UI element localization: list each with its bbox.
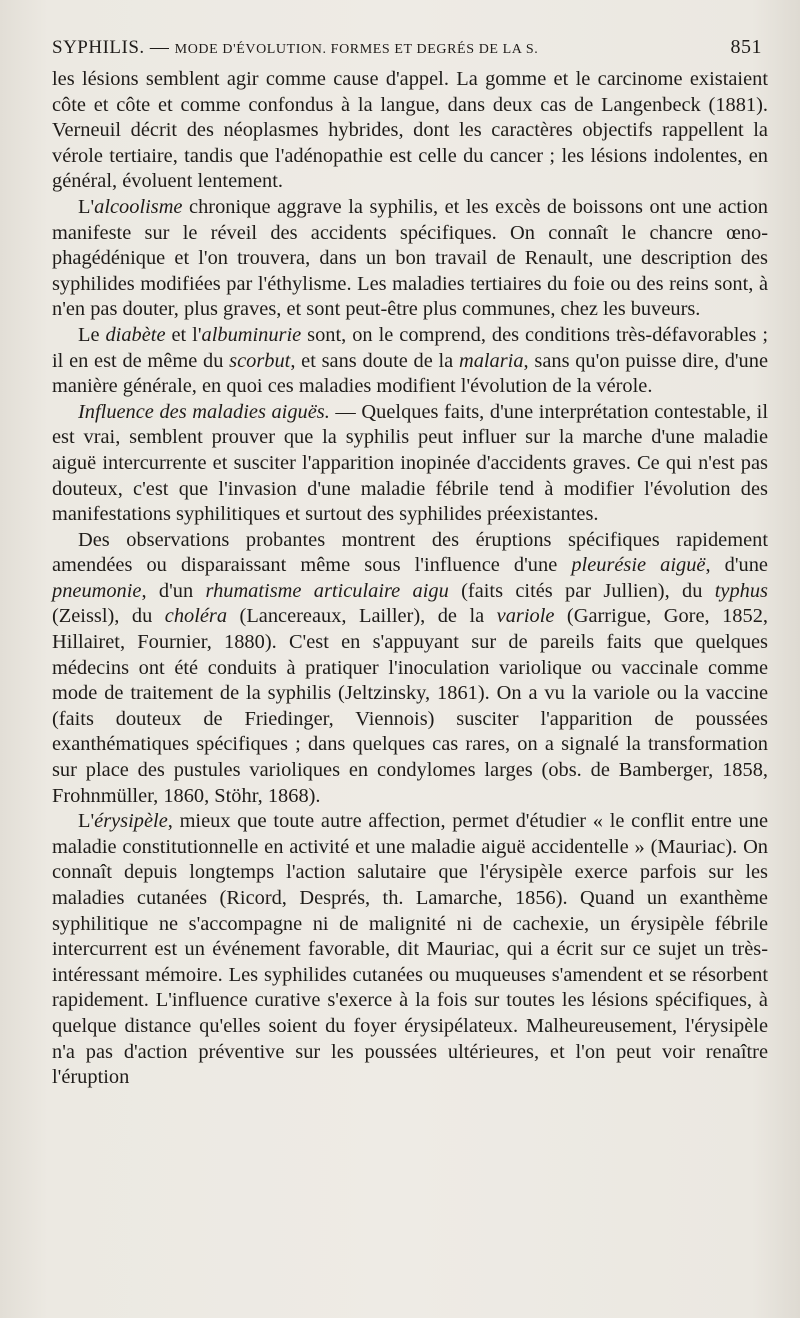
text-run: L'	[78, 195, 95, 218]
body-text	[52, 67, 768, 1091]
text-run: , d'un	[141, 579, 206, 602]
text-run: et l'	[165, 323, 202, 346]
italic-term: pleurésie aiguë	[571, 554, 706, 577]
running-title-sub: MODE D'ÉVOLUTION. FORMES ET DEGRÉS DE LA S.	[174, 42, 539, 57]
italic-term: scorbut	[229, 349, 291, 372]
text-run: Le	[78, 323, 106, 346]
paragraph	[52, 528, 768, 810]
italic-term: typhus	[714, 579, 768, 602]
text-run: , mieux que toute autre affection, permet d'étudier « le conflit entre une maladie constitutionnelle en activité et une maladie aiguë accidentelle » (Mauriac). On connaît depuis longtemps l'action salutaire que l'érysipèle exerce parfois sur les maladies cutanées (Ricord, Després, th. Lamarche, 1856). Quand un exanthème syphilitique ne s'accompagne ni de malignité ni de cachexie, un érysipèle fébrile intercurrent est un événement favorable, dit Mauriac, qui a écrit sur ce sujet un très-intéressant mémoire. Les syphilides cutanées ou muqueuses s'amendent et se résorbent rapidement. L'influence curative s'exerce à la fois sur toutes les lésions spécifiques, à quelque distance qu'elles soient du foyer érysipélateux. Malheureusement, l'érysipèle n'a pas d'action préventive sur les poussées ultérieures, et l'on peut voir renaître l'éruption	[52, 810, 768, 1089]
italic-term: malaria	[458, 349, 524, 372]
text-run: , d'une	[705, 554, 768, 577]
text-run: (faits cités par Jullien), du	[448, 579, 715, 602]
paragraph	[52, 400, 768, 528]
text-run: (Lancereaux, Lailler), de la	[227, 605, 497, 628]
text-run: chronique aggrave la syphilis, et les excès de boissons ont une action manifeste sur le réveil des accidents spécifiques. On connaît le chancre œno-phagédénique et l'on trouvera, dans un bon travail de Renault, une description des syphilides modifiées par l'éthylisme. Les maladies tertiaires du foie ou des reins sont, à n'en pas douter, plus graves, et sont peut-être plus communes, chez les buveurs.	[52, 195, 768, 321]
paragraph	[52, 67, 768, 195]
running-title-dash: —	[149, 37, 170, 58]
paragraph	[52, 195, 768, 323]
text-run: , et sans doute de la	[290, 349, 459, 372]
text-run: Des observations probantes montrent des éruptions spécifiques rapidement amendées ou disparaissant même sous l'influence d'une	[52, 528, 768, 577]
italic-term: rhumatisme articulaire aigu	[205, 579, 449, 602]
running-head	[52, 36, 768, 59]
text-run: (Zeissl), du	[52, 605, 165, 628]
italic-term: diabète	[105, 323, 166, 346]
text-run: sont, on le comprend, des conditions très-défavorables ; il en est de même du	[52, 323, 768, 372]
running-title-main: SYPHILIS.	[52, 37, 145, 58]
text-run: , sans qu'on puisse dire, d'une manière générale, en quoi ces maladies modifient l'évolution de la vérole.	[52, 349, 769, 398]
italic-term: choléra	[164, 605, 228, 628]
italic-term: érysipèle	[94, 810, 168, 833]
italic-term: variole	[496, 605, 555, 628]
running-title	[52, 37, 538, 59]
italic-term: albuminurie	[201, 323, 302, 346]
paragraph	[52, 323, 768, 400]
italic-term: pneumonie	[52, 579, 142, 602]
italic-term: Influence des maladies aiguës.	[78, 400, 330, 423]
text-run: — Quelques faits, d'une interprétation contestable, il est vrai, semblent prouver que la syphilis peut influer sur la marche d'une maladie aiguë intercurrente et susciter l'apparition inopinée d'accidents graves. Ce qui n'est pas douteux, c'est que l'invasion d'une maladie fébrile tend à modifier l'évolution des manifestations syphilitiques et surtout des syphilides préexistantes.	[52, 400, 768, 526]
text-run: L'	[78, 810, 95, 833]
page-number: 851	[730, 36, 762, 58]
text-run: (Garrigue, Gore, 1852, Hillairet, Fournier, 1880). C'est en s'appuyant sur de pareils faits que quelques médecins ont été conduits à pratiquer l'inoculation variolique ou vaccinale comme mode de traitement de la syphilis (Jeltzinsky, 1861). On a vu la variole ou la vaccine (faits douteux de Friedinger, Viennois) susciter l'apparition de poussées exanthématiques spécifiques ; dans quelques cas rares, on a signalé la transformation sur place des pustules varioliques en condylomes larges (obs. de Bamberger, 1858, Frohnmüller, 1860, Stöhr, 1868).	[52, 605, 768, 807]
text-run: les lésions semblent agir comme cause d'appel. La gomme et le carcinome existaient côte et côte et comme confondus à la langue, dans deux cas de Langenbeck (1881). Verneuil décrit des néoplasmes hybrides, dont les caractères objectifs rappellent la vérole tertiaire, tandis que l'adénopathie est celle du cancer ; les lésions indolentes, en général, évoluent lentement.	[52, 68, 768, 193]
paragraph	[52, 809, 768, 1091]
italic-term: alcoolisme	[94, 195, 183, 218]
